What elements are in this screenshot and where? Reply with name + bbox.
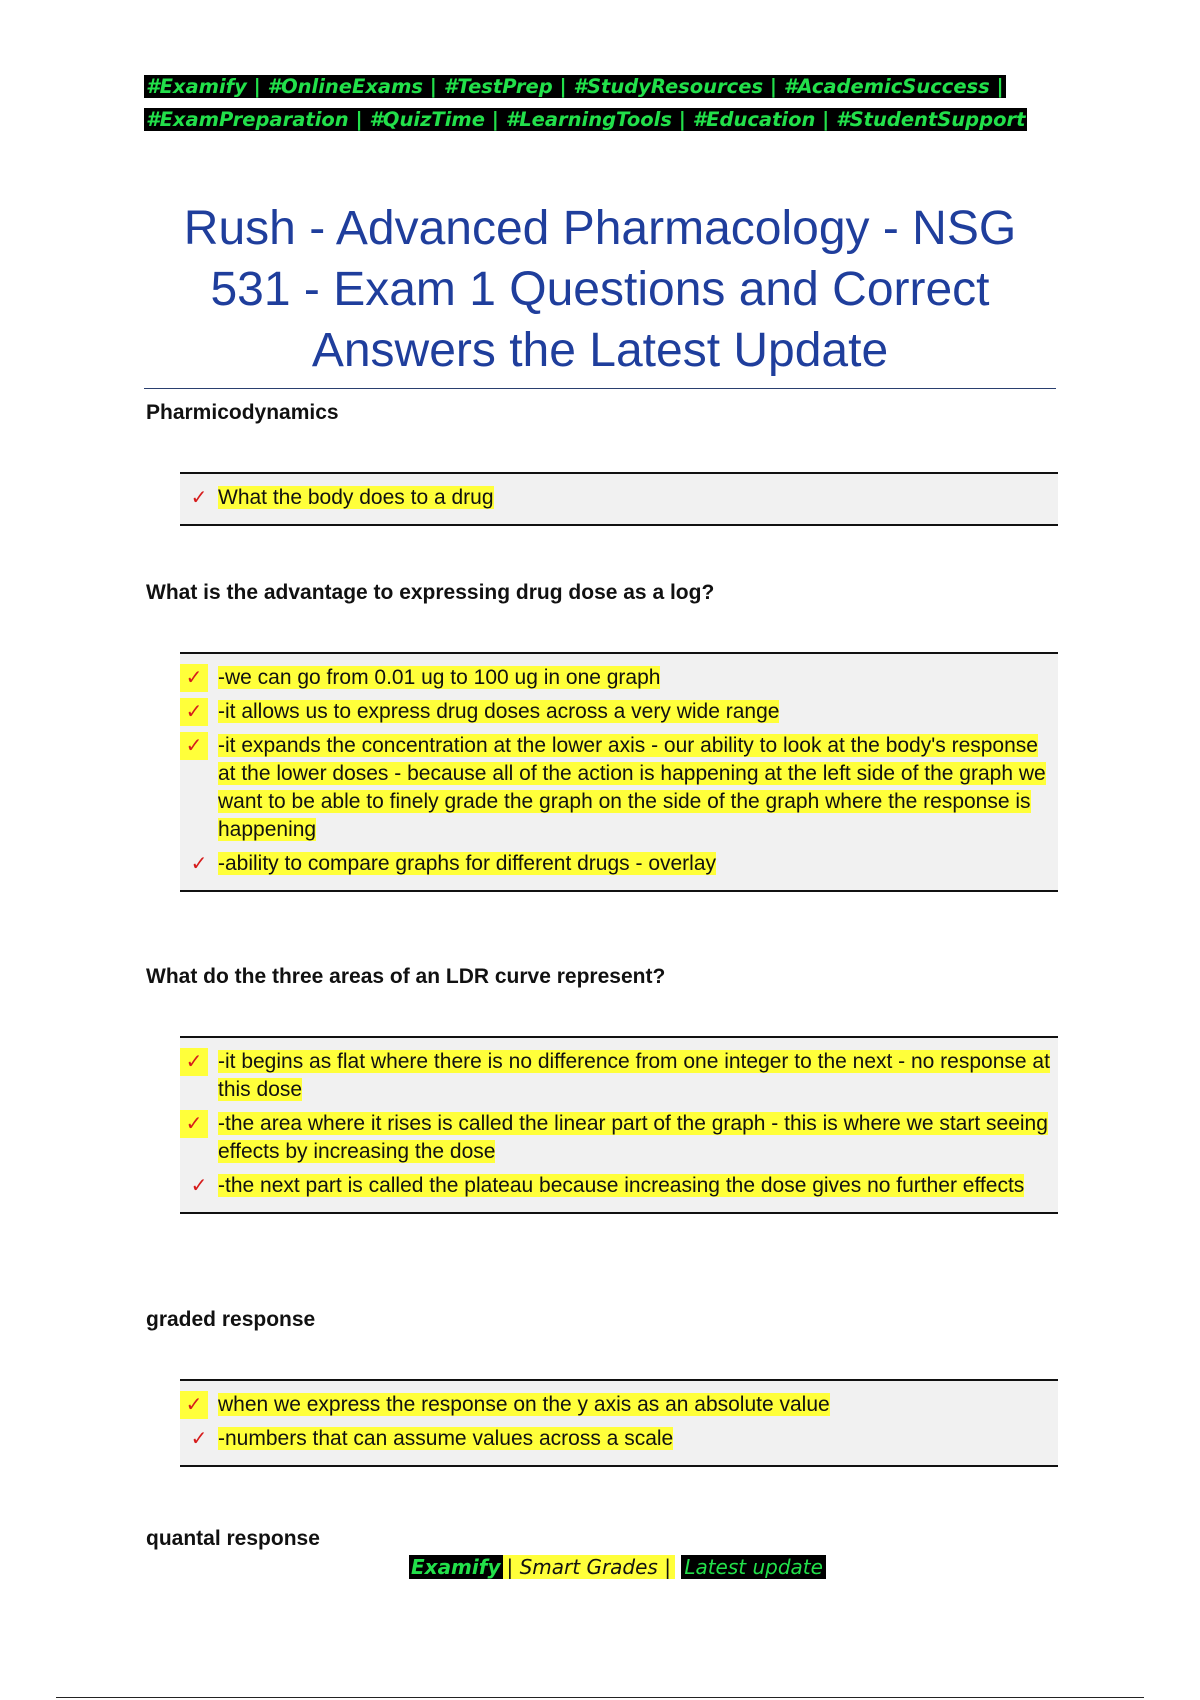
answer-box bbox=[180, 652, 1058, 892]
answer-item bbox=[180, 698, 1058, 726]
title-divider bbox=[144, 388, 1056, 389]
answer-text: What the body does to a drug bbox=[218, 486, 494, 509]
check-mark-icon: ✓ bbox=[180, 698, 208, 726]
title-line-3: Answers the Latest Update bbox=[311, 324, 889, 377]
answer-text: when we express the response on the y axis as an absolute value bbox=[218, 1393, 830, 1416]
title-line-2: 531 - Exam 1 Questions and Correct bbox=[210, 263, 990, 316]
question-heading: What is the advantage to expressing drug dose as a log? bbox=[146, 581, 715, 604]
answer-text: -we can go from 0.01 ug to 100 ug in one graph bbox=[218, 666, 661, 689]
check-mark-icon: ✓ bbox=[180, 664, 208, 692]
answer-text: -numbers that can assume values across a scale bbox=[218, 1427, 674, 1450]
check-mark-icon: ✓ bbox=[190, 487, 208, 509]
question-heading: quantal response bbox=[146, 1527, 320, 1550]
answer-item bbox=[180, 1391, 1058, 1419]
answer-item bbox=[180, 732, 1058, 844]
answer-text: -it begins as flat where there is no difference from one integer to the next - no response at this dose bbox=[218, 1050, 1050, 1101]
hashtag-banner bbox=[144, 70, 1056, 136]
page-bottom-rule bbox=[56, 1697, 1144, 1698]
footer-brand: Examify bbox=[411, 1555, 501, 1579]
answer-box bbox=[180, 472, 1058, 526]
footer-brand-strip bbox=[409, 1555, 826, 1579]
question-heading: Pharmicodynamics bbox=[146, 401, 339, 424]
answer-text: -ability to compare graphs for different drugs - overlay bbox=[218, 852, 717, 875]
answer-item bbox=[180, 850, 1058, 878]
answer-item bbox=[180, 1048, 1058, 1104]
footer-smart-grades: | Smart Grades | bbox=[503, 1555, 675, 1579]
check-mark-icon: ✓ bbox=[190, 1428, 208, 1450]
answer-text: -it expands the concentration at the lower axis - our ability to look at the body's response at the lower doses - because all of the action is happening at the left side of the graph we want to be able to finely grade the graph on the side of the graph where the response is happening bbox=[218, 734, 1046, 841]
check-mark-icon: ✓ bbox=[180, 1110, 208, 1138]
answer-text: -the area where it rises is called the linear part of the graph - this is where we start seeing effects by increasing the dose bbox=[218, 1112, 1048, 1163]
answer-box bbox=[180, 1036, 1058, 1214]
answer-item bbox=[180, 1172, 1058, 1200]
title-line-1: Rush - Advanced Pharmacology - NSG bbox=[183, 202, 1017, 255]
answer-item bbox=[180, 664, 1058, 692]
check-mark-icon: ✓ bbox=[180, 1391, 208, 1419]
document-title bbox=[144, 198, 1056, 381]
answer-text: -the next part is called the plateau because increasing the dose gives no further effects bbox=[218, 1174, 1025, 1197]
answer-item bbox=[180, 484, 1058, 512]
hashtag-line-1: #Examify | #OnlineExams | #TestPrep | #StudyResources | #AcademicSuccess | bbox=[146, 75, 1004, 98]
question-heading: What do the three areas of an LDR curve represent? bbox=[146, 965, 666, 988]
check-mark-icon: ✓ bbox=[180, 732, 208, 760]
answer-item bbox=[180, 1110, 1058, 1166]
answer-text: -it allows us to express drug doses across a very wide range bbox=[218, 700, 780, 723]
check-mark-icon: ✓ bbox=[190, 1175, 208, 1197]
footer-latest-update: Latest update bbox=[681, 1555, 826, 1579]
check-mark-icon: ✓ bbox=[190, 853, 208, 875]
answer-box bbox=[180, 1379, 1058, 1467]
check-mark-icon: ✓ bbox=[180, 1048, 208, 1076]
answer-item bbox=[180, 1425, 1058, 1453]
question-heading: graded response bbox=[146, 1308, 316, 1331]
hashtag-line-2: #ExamPreparation | #QuizTime | #LearningTools | #Education | #StudentSupport bbox=[146, 108, 1026, 131]
